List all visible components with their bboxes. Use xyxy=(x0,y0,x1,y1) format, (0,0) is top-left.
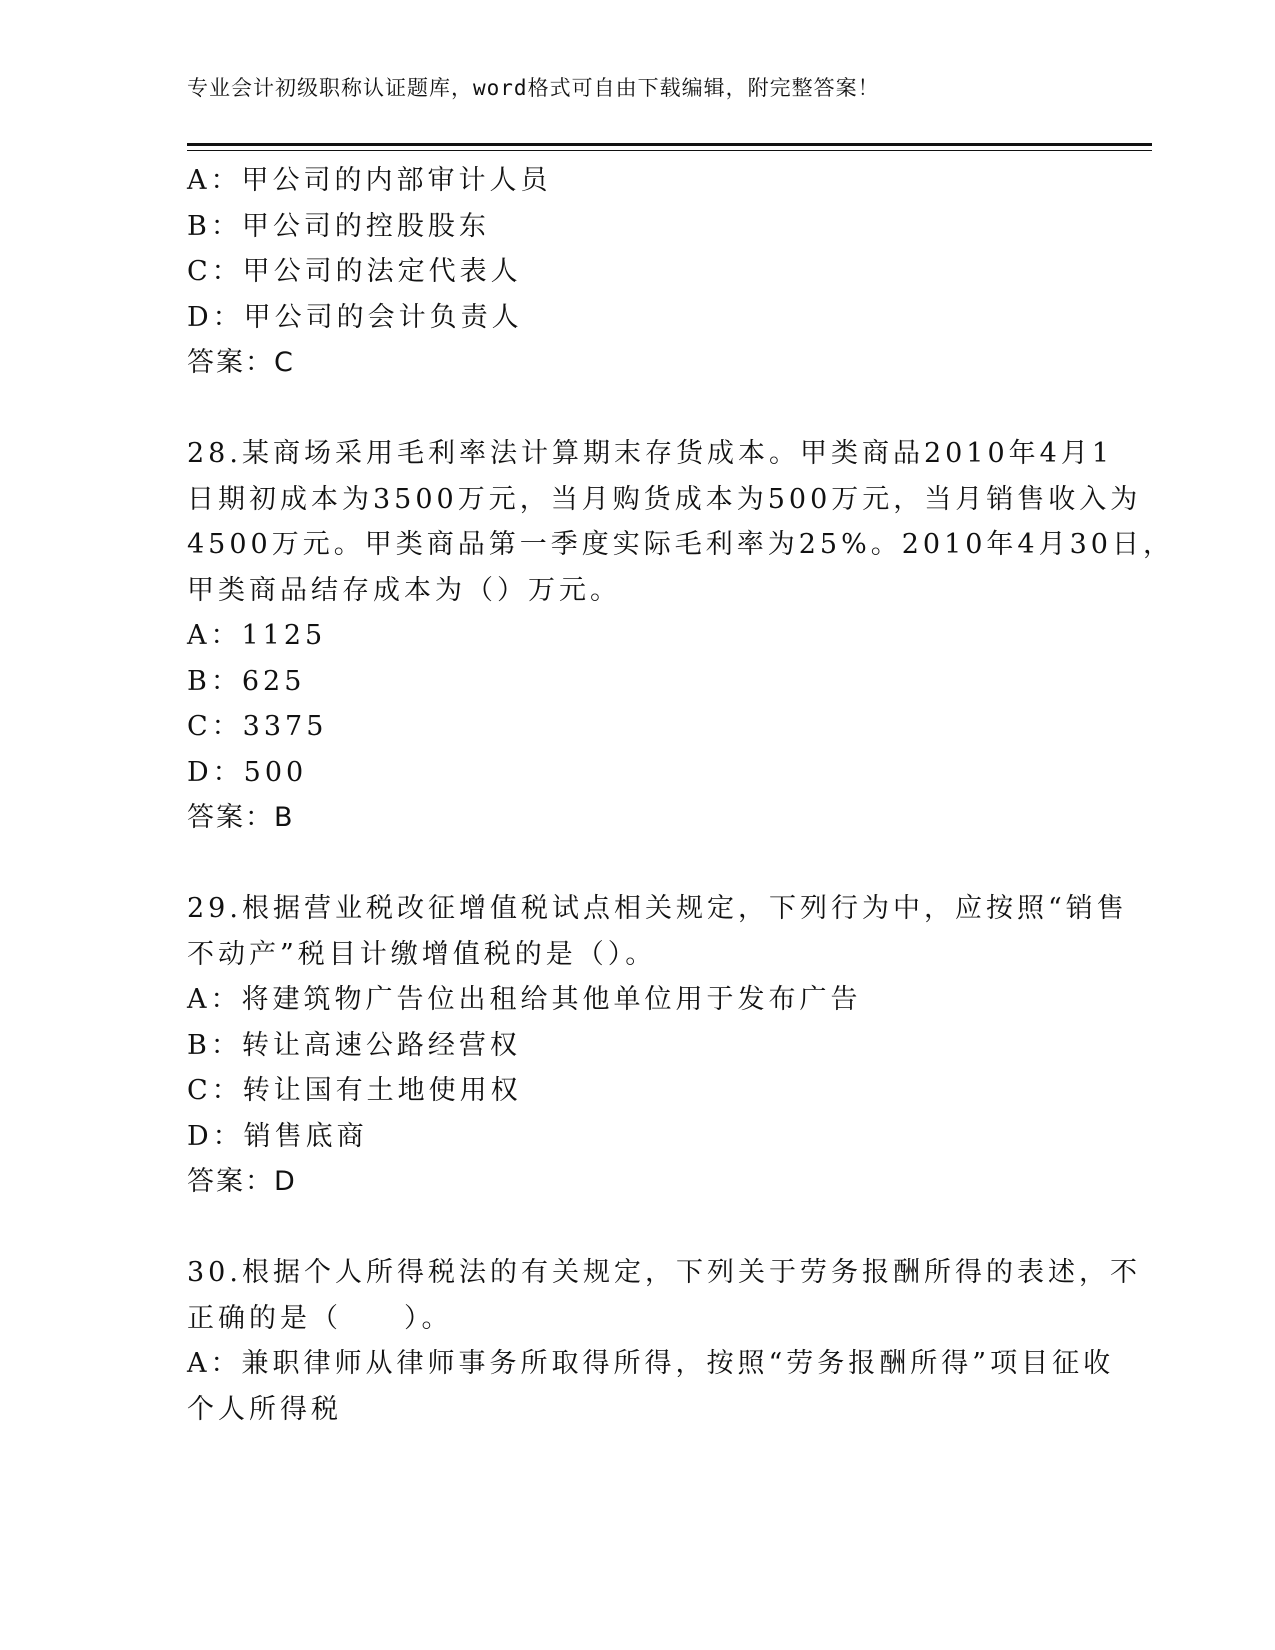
question-content xyxy=(187,158,1174,1432)
option-c: C：甲公司的法定代表人 xyxy=(187,256,522,287)
option-a: A：甲公司的内部审计人员 xyxy=(187,165,552,196)
option-b: B：甲公司的控股股东 xyxy=(187,210,490,242)
spacer xyxy=(187,386,1077,432)
page-header: 专业会计初级职称认证题库，word格式可自由下载编辑，附完整答案！ xyxy=(187,76,880,100)
header-rule xyxy=(187,143,1152,146)
option-d: D：500 xyxy=(187,756,308,788)
question-stem-line: 正确的是（ ）。 xyxy=(187,1302,453,1334)
option-a: A：将建筑物广告位出租给其他单位用于发布广告 xyxy=(187,984,862,1015)
spacer xyxy=(187,841,1077,887)
option-a: A：兼职律师从律师事务所取得所得，按照“劳务报酬所得”项目征收 xyxy=(187,1348,1115,1379)
option-d: D：销售底商 xyxy=(187,1120,368,1152)
question-stem-line: 4500万元。甲类商品第一季度实际毛利率为25%。2010年4月30日， xyxy=(187,529,1174,560)
question-28 xyxy=(187,431,1174,841)
question-27 xyxy=(187,158,1077,386)
option-c: C：转让国有土地使用权 xyxy=(187,1075,522,1106)
option-b: B：625 xyxy=(187,665,306,697)
question-29 xyxy=(187,886,1128,1205)
question-stem-line: 日期初成本为3500万元，当月购货成本为500万元，当月销售收入为 xyxy=(187,483,1142,515)
option-a-continued: 个人所得税 xyxy=(187,1393,342,1425)
option-a: A：1125 xyxy=(187,620,327,651)
answer-line: 答案：B xyxy=(187,802,295,833)
option-c: C：3375 xyxy=(187,711,328,742)
question-stem-line: 29.根据营业税改征增值税试点相关规定，下列行为中，应按照“销售 xyxy=(187,893,1128,924)
option-b: B：转让高速公路经营权 xyxy=(187,1029,521,1061)
question-30 xyxy=(187,1250,1141,1432)
option-d: D：甲公司的会计负责人 xyxy=(187,301,523,333)
question-stem-line: 28.某商场采用毛利率法计算期末存货成本。甲类商品2010年4月1 xyxy=(187,438,1114,469)
spacer xyxy=(187,1205,1077,1251)
question-stem-line: 不动产”税目计缴增值税的是（）。 xyxy=(187,938,657,970)
question-stem-line: 甲类商品结存成本为（）万元。 xyxy=(187,574,621,606)
answer-line: 答案：D xyxy=(187,1166,297,1197)
header-rule-thin xyxy=(187,150,1152,151)
answer-line: 答案：C xyxy=(187,347,295,378)
question-stem-line: 30.根据个人所得税法的有关规定，下列关于劳务报酬所得的表述，不 xyxy=(187,1257,1141,1288)
